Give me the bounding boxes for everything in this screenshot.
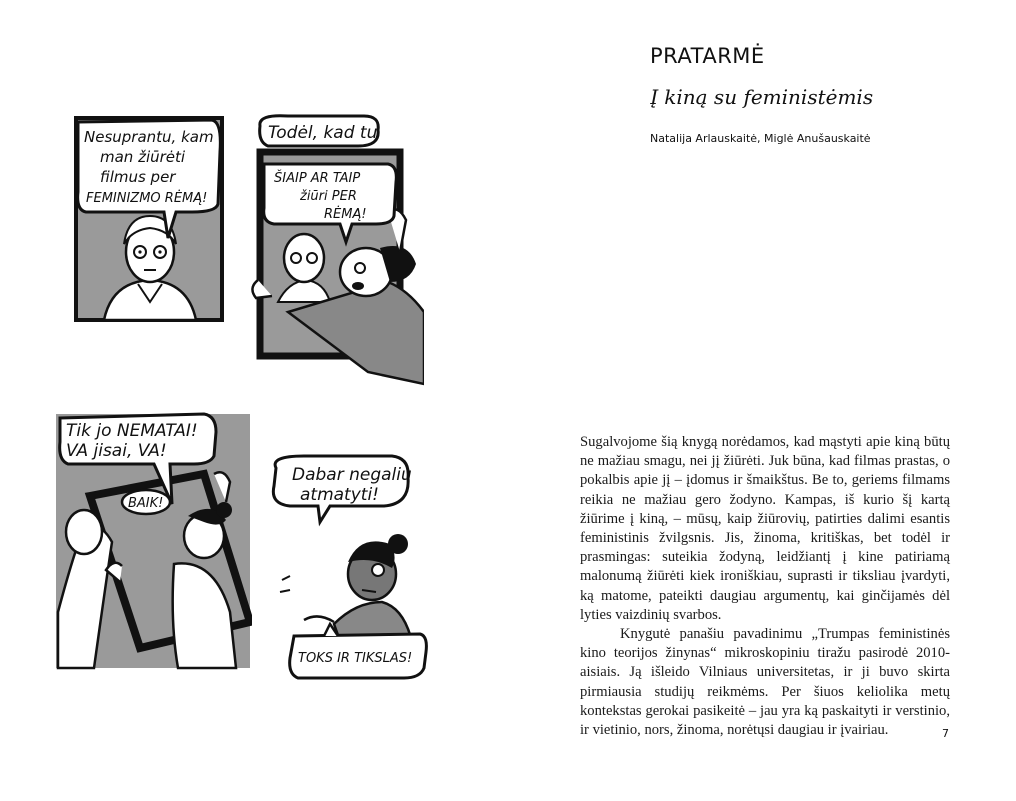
panel2-inner-line-2: žiūri PER — [300, 189, 357, 204]
panel3-bubble-inner: BAIK! — [128, 496, 164, 511]
comic-panel-1-drawing — [72, 112, 228, 326]
panel3-line-2: VA jisai, VA! — [66, 441, 167, 461]
panel1-line-3: filmus per — [100, 168, 176, 186]
chapter-subtitle: Į kiną su feministėmis — [650, 85, 874, 109]
comic-panel-2-drawing — [248, 112, 424, 390]
panel4-line-1: Dabar negaliu — [292, 465, 412, 485]
body-paragraph-1: Sugalvojome šią knygą norėdamos, kad mąstyti apie kiną būtų ne mažiau smagu, nei jį žiūrėti. Juk būna, kad filmas prastas, o pokalbis apie jį – įdomus ir šmaikštus. Be to, geriems filmams reikia ne mažiau gero žodyno. Kampas, iš kurio šį kartą žiūrime į kiną, – mūsų, kaip žiūrovių, patirties dalimi esantis feministinis žvilgsnis. Jis, žinoma, kritiškas, bet todėl ir prasmingas: suteikia žodyną, leidžiantį į kine patiriamą malonumą žiūrėti kiek ironiškiau, suprasti ir tiksliau įvardyti, ką matome, pateikti daugiau argumentų, kai ginčijamės dėl lyties vaizdinių svarbos. — [580, 434, 950, 623]
panel2-inner-line-1: ŠIAIP AR TAIP — [274, 171, 361, 186]
comic-panel-4 — [264, 452, 436, 684]
panel1-line-1: Nesuprantu, kam — [84, 128, 214, 146]
chapter-body — [580, 433, 950, 740]
comic-panel-3 — [54, 412, 252, 670]
comic-panel-2 — [248, 112, 424, 390]
panel1-line-2: man žiūrėti — [100, 148, 186, 166]
page-number: 7 — [942, 727, 949, 740]
body-paragraph-2: Knygutė panašiu pavadinimu „Trumpas feministinės kino teorijos žinynas“ mikroskopiniu tiražu pasirodė 2010-aisiais. Ją išleido Vilniaus universitetas, ir ji buvo skirta pirmiausia studijų reikmėms. Per šiuos keliolika metų kontekstas gerokai pasikeitė – jau yra ką paskaityti ir verstinio, ir vietinio, nors, žinoma, norėtųsi daugiau ir įvairiau. — [580, 626, 950, 739]
chapter-authors: Natalija Arlauskaitė, Miglė Anušauskaitė — [650, 132, 871, 145]
panel1-line-4: FEMINIZMO RĖMĄ! — [86, 191, 208, 206]
comic-panel-4-drawing — [264, 452, 436, 684]
comic-panel-1 — [72, 112, 228, 326]
panel2-bubble-top: Todėl, kad tu — [268, 123, 378, 143]
comic-panel-3-drawing — [54, 412, 252, 670]
panel3-line-1: Tik jo NEMATAI! — [66, 421, 198, 441]
chapter-heading: PRATARMĖ — [650, 44, 765, 68]
panel2-inner-line-3: RĖMĄ! — [324, 207, 367, 222]
panel4-bubble-bottom: TOKS IR TIKSLAS! — [298, 651, 413, 666]
panel4-line-2: atmatyti! — [300, 485, 379, 505]
